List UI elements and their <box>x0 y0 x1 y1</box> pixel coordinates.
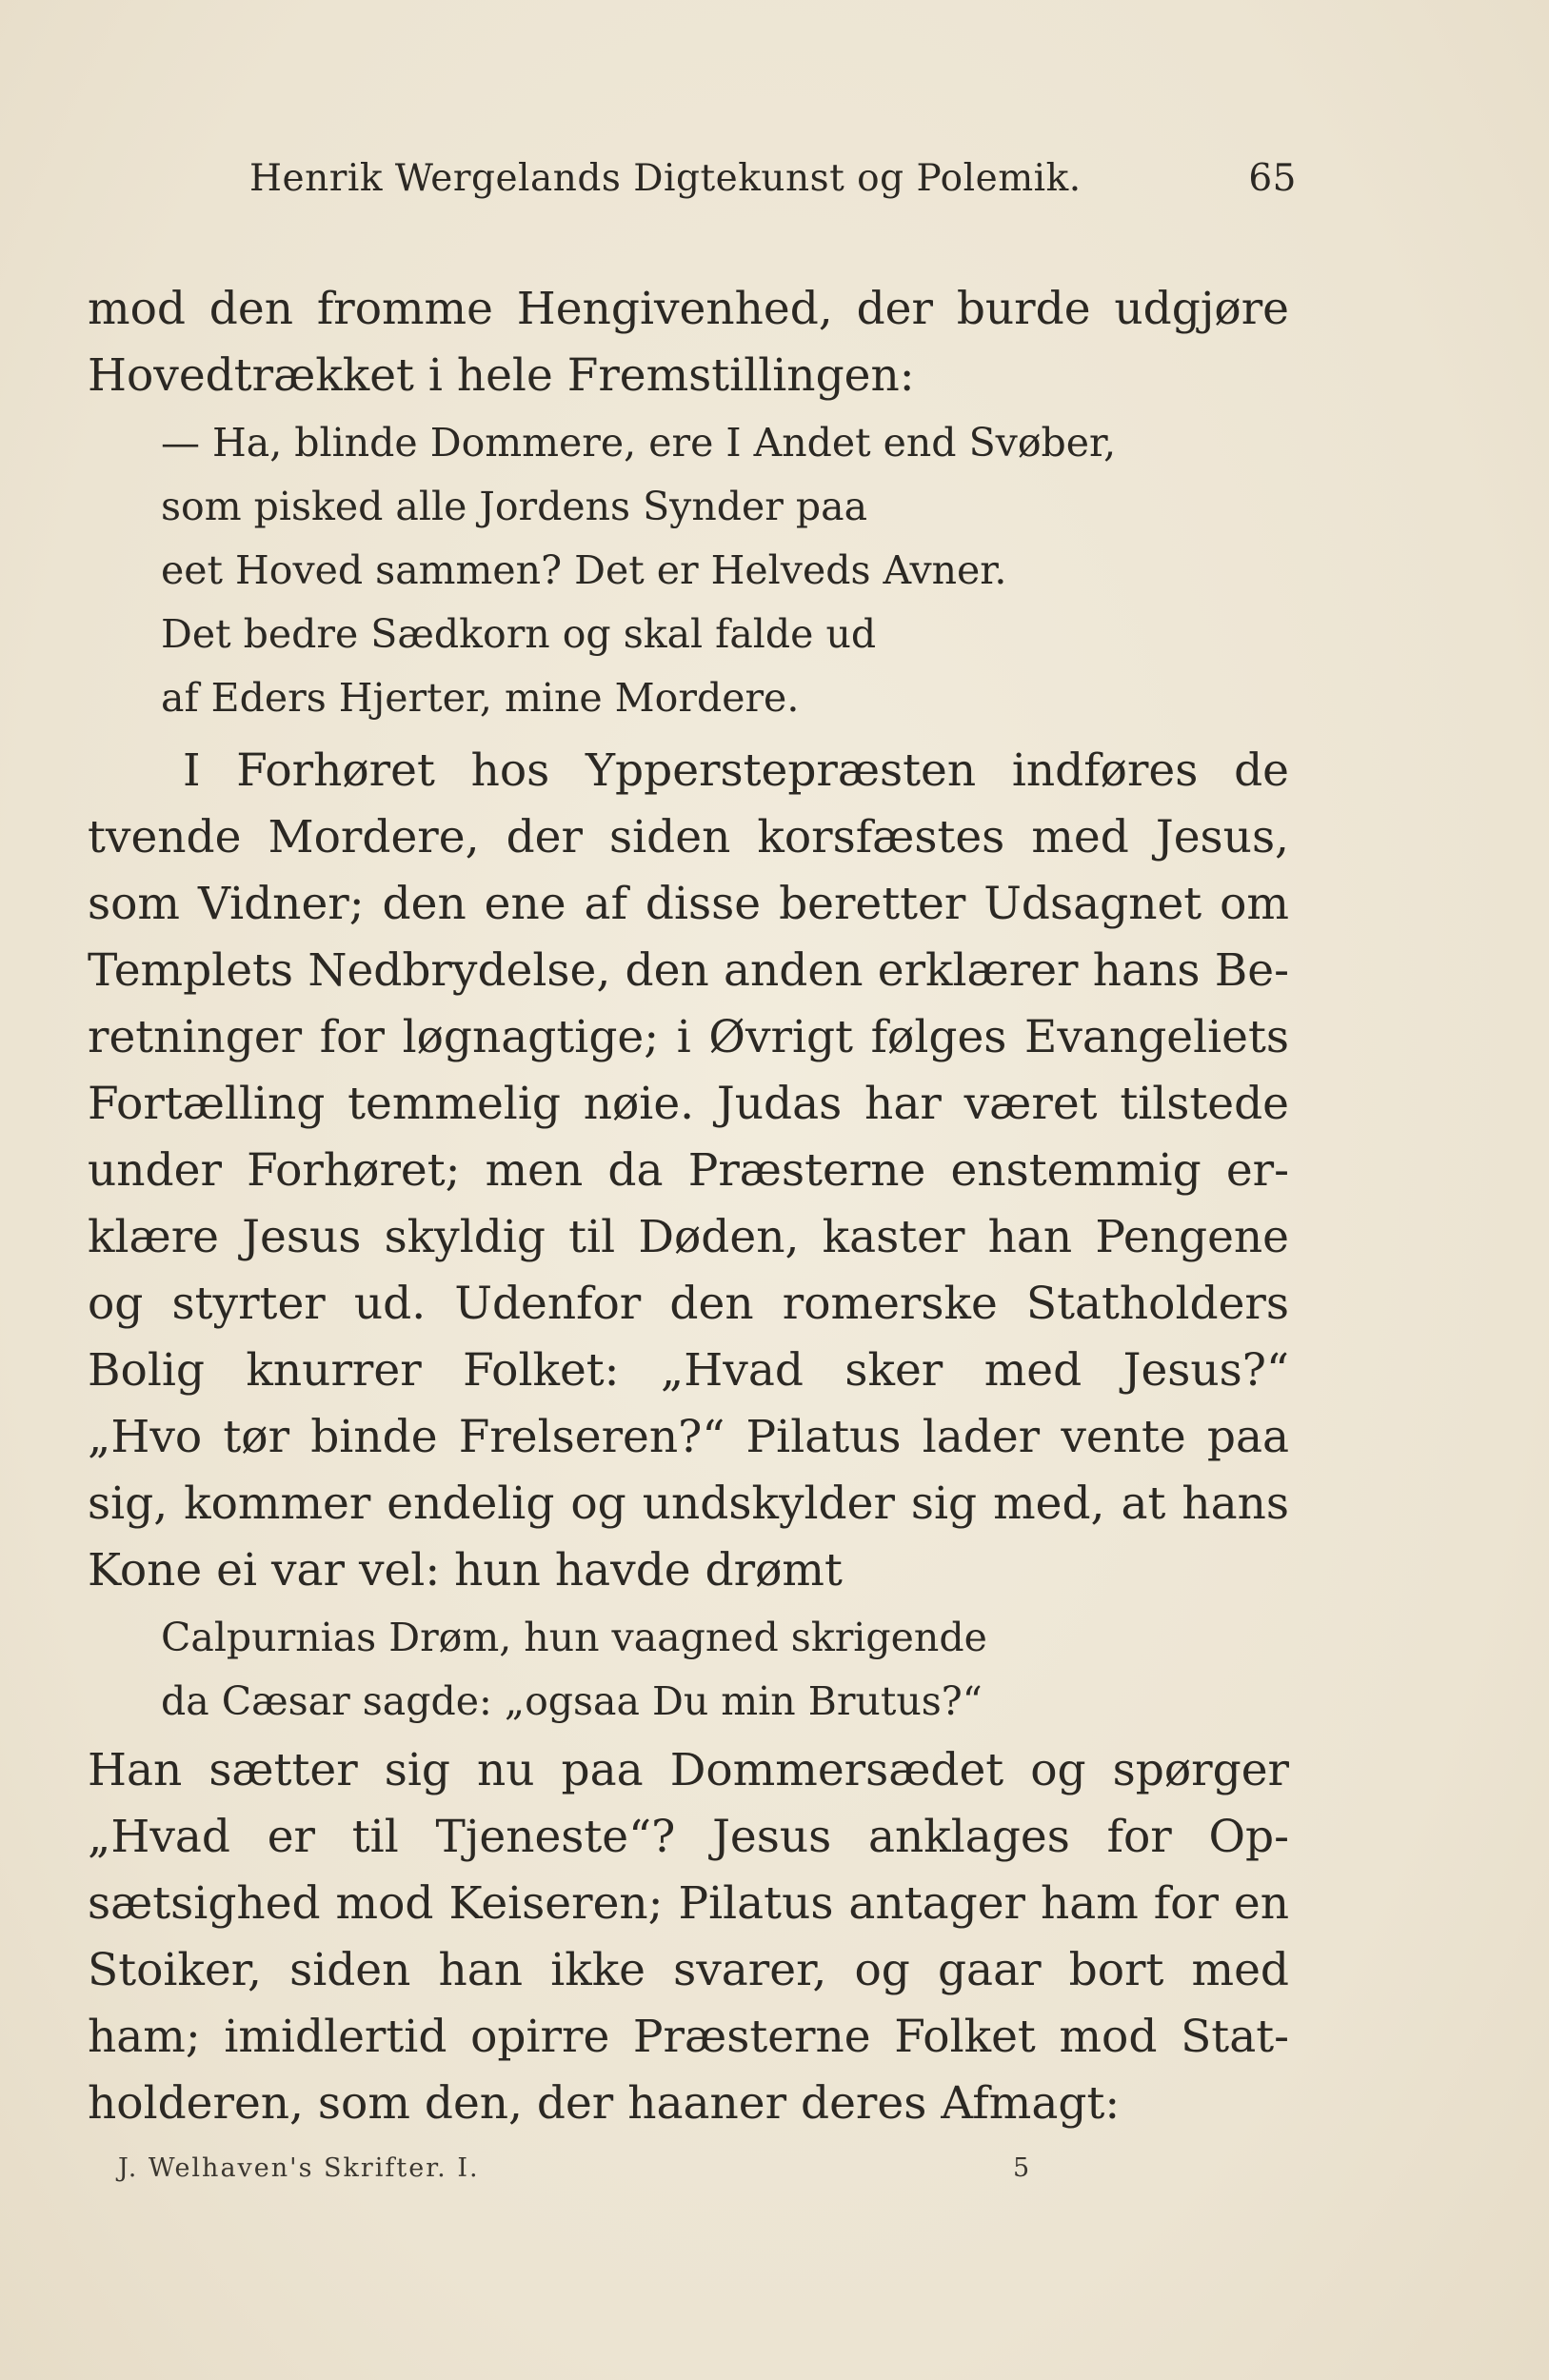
text-line: tvende Mordere, der siden korsfæstes med Jesus, <box>88 811 1289 863</box>
printer-signature: J. Welhaven's Skrifter. I. <box>118 2153 480 2183</box>
text-line: Templets Nedbrydelse, den anden erklærer hans Be- <box>88 944 1289 997</box>
text-line: mod den fromme Hengivenhed, der burde udgjøre <box>88 283 1289 335</box>
text-line: ham; imidlertid opirre Præsterne Folket mod Stat- <box>88 2011 1289 2063</box>
paragraph-3 <box>88 1737 1289 2137</box>
text-line: sætsighed mod Keiseren; Pilatus antager ham for en <box>88 1877 1289 1930</box>
verse-line: Det bedre Sædkorn og skal falde ud <box>161 611 877 657</box>
page-number: 65 <box>1248 157 1297 200</box>
verse-line: da Cæsar sagde: „ogsaa Du min Brutus?“ <box>161 1678 983 1724</box>
paragraph-2 <box>88 738 1289 1604</box>
running-head <box>249 157 1297 214</box>
text-line: klære Jesus skyldig til Døden, kaster han Pengene <box>88 1211 1289 1263</box>
verse-line: eet Hoved sammen? Det er Helveds Avner. <box>161 547 1007 593</box>
verse-line: — Ha, blinde Dommere, ere I Andet end Svøber, <box>161 420 1117 466</box>
text-line: sig, kommer endelig og undskylder sig med, at hans <box>88 1478 1289 1530</box>
text-line: „Hvo tør binde Frelseren?“ Pilatus lader vente paa <box>88 1411 1289 1463</box>
text-line: I Forhøret hos Ypperstepræsten indføres de <box>183 744 1289 797</box>
text-line: retninger for løgnagtige; i Øvrigt følges Evangeliets <box>88 1011 1289 1063</box>
text-line: Kone ei var vel: hun havde drømt <box>88 1544 843 1597</box>
verse-line: som pisked alle Jordens Synder paa <box>161 484 868 529</box>
sheet-number: 5 <box>1013 2153 1032 2183</box>
text-line: „Hvad er til Tjeneste“? Jesus anklages for Op- <box>88 1811 1289 1863</box>
text-block <box>88 276 1289 2137</box>
signature-line <box>118 2153 1032 2192</box>
text-line: Han sætter sig nu paa Dommersædet og spørger <box>88 1744 1289 1796</box>
text-line: og styrter ud. Udenfor den romerske Statholders <box>88 1278 1289 1330</box>
text-line: som Vidner; den ene af disse beretter Udsagnet om <box>88 878 1289 930</box>
running-head-title: Henrik Wergelands Digtekunst og Polemik. <box>249 157 1082 200</box>
text-line: Bolig knurrer Folket: „Hvad sker med Jesus?“ <box>88 1344 1289 1397</box>
verse-line: af Eders Hjerter, mine Mordere. <box>161 675 800 721</box>
text-line: under Forhøret; men da Præsterne enstemmig er- <box>88 1144 1289 1197</box>
verse-quote-2 <box>88 1606 1289 1734</box>
text-line: Stoiker, siden han ikke svarer, og gaar bort med <box>88 1944 1289 1996</box>
verse-quote-1 <box>88 411 1289 730</box>
text-line: Fortælling temmelig nøie. Judas har været tilstede <box>88 1078 1289 1130</box>
text-line: holderen, som den, der haaner deres Afmagt: <box>88 2077 1121 2130</box>
text-line: Hovedtrækket i hele Fremstillingen: <box>88 349 915 402</box>
paragraph-1 <box>88 276 1289 409</box>
verse-line: Calpurnias Drøm, hun vaagned skrigende <box>161 1615 987 1660</box>
